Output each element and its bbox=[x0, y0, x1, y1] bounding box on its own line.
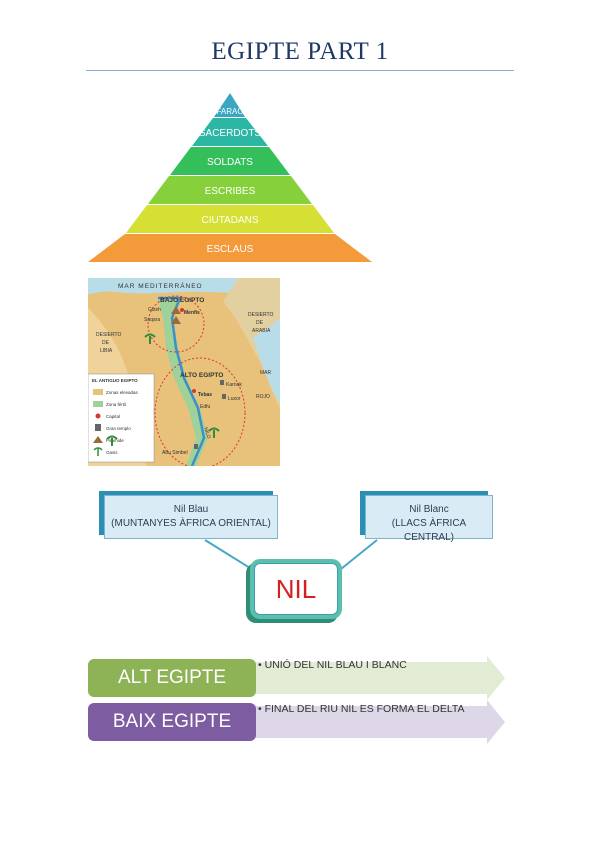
pyramid-label-esclaus: ESCLAUS bbox=[206, 244, 254, 255]
map-river-label: NILO bbox=[202, 426, 212, 440]
legend-item-5: Pirámide bbox=[106, 438, 124, 443]
map-desert-left-1: DESIERTO bbox=[96, 332, 122, 338]
map-label-sea: MAR MEDITERRÁNEO bbox=[118, 283, 203, 290]
pyramid-label-ciutadans: CIUTADANS bbox=[201, 215, 259, 226]
map-city-luxor: Luxor bbox=[228, 396, 241, 402]
nil-blau-title: Nil Blau bbox=[173, 504, 209, 515]
map-city-edfu: Edfu bbox=[200, 404, 211, 410]
alt-egipte-label: ALT EGIPTE bbox=[88, 659, 256, 697]
legend-item-1: Zonas elevadas bbox=[106, 390, 138, 395]
legend-item-2: Zona fértil bbox=[106, 402, 127, 407]
pyramid-label-sacerdots: SACERDOTS bbox=[198, 128, 262, 139]
map-desert-right-1: DESIERTO bbox=[248, 312, 274, 318]
nil-blanc-subtitle: (LLACS ÀFRICA CENTRAL) bbox=[391, 518, 467, 543]
map-city-saqqara: Saqara bbox=[144, 317, 161, 323]
baix-egipte-text: • FINAL DEL RIU NIL ES FORMA EL DELTA bbox=[258, 703, 465, 715]
legend-item-6: Oasis bbox=[106, 450, 118, 455]
pyramid-label-escribes: ESCRIBES bbox=[204, 186, 256, 197]
baix-egipte-label: BAIX EGIPTE bbox=[88, 703, 256, 741]
map-desert-right-2: DE bbox=[256, 320, 263, 326]
map-desert-right-3: ARABIA bbox=[252, 328, 271, 334]
alt-egipte-text: • UNIÓ DEL NIL BLAU I BLANC bbox=[258, 659, 407, 671]
map-city-thebes: Tebas bbox=[198, 392, 213, 398]
nil-center-box: NIL bbox=[254, 563, 338, 615]
pyramid-label-soldats: SOLDATS bbox=[207, 157, 253, 168]
nil-blanc-title: Nil Blanc bbox=[409, 504, 449, 515]
map-label-upper: ALTO EGIPTO bbox=[180, 372, 224, 379]
map-city-karnak: Karnak bbox=[226, 382, 242, 388]
nil-blau-subtitle: (MUNTANYES ÀFRICA ORIENTAL) bbox=[111, 518, 271, 529]
legend-item-3: Capital bbox=[106, 414, 121, 419]
map-city-abu-simbel: Abu Simbel bbox=[162, 450, 188, 456]
map-city-memphis: Menfis bbox=[184, 310, 200, 316]
page-title: EGIPTE PART 1 bbox=[211, 38, 389, 65]
map-red-sea-2: ROJO bbox=[256, 394, 270, 400]
map-city-giza: Gizeh bbox=[148, 307, 162, 313]
legend-title: EL ANTIGUO EGIPTO bbox=[92, 378, 138, 383]
map-desert-left-3: LIBIA bbox=[100, 348, 113, 354]
legend-item-4: Gran templo bbox=[106, 426, 131, 431]
pyramid-label-farao: FARAÓ bbox=[216, 107, 244, 116]
map-desert-left-2: DE bbox=[102, 340, 109, 346]
map-label-lower: BAJO EGIPTO bbox=[160, 297, 205, 304]
map-red-sea-1: MAR bbox=[260, 370, 272, 376]
